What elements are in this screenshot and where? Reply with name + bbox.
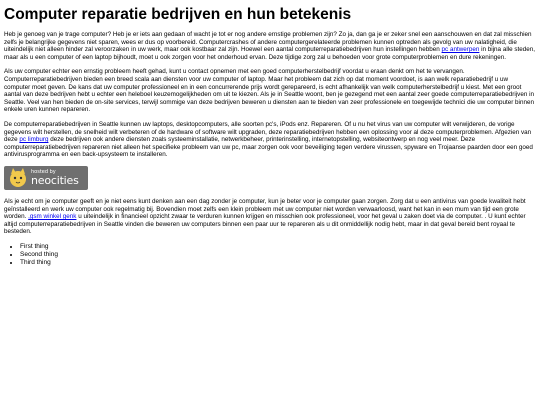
paragraph-repair-companies: [4, 68, 536, 114]
bullet-list: [4, 243, 536, 267]
page-title: Computer reparatie bedrijven en hun betekenis: [4, 6, 352, 23]
link-pc-antwerpen[interactable]: pc antwerpen: [441, 46, 480, 54]
link-pc-limburg[interactable]: pc limburg: [19, 136, 49, 144]
paragraph-care: [4, 198, 536, 236]
paragraph-text: in bijna alle steden, maar als u een computer of een laptop bijhoudt, moet u ook zorgen voor het onderhoud ervan. Deze tijdige zorg zal u behoeden voor grote computerproblemen en dure rekeningen.: [4, 46, 536, 61]
paragraph-text: Als uw computer echter een ernstig probleem heeft gehad, kunt u contact opnemen met een goed computerherstelbedrijf voordat u eraan denkt om het te vervangen. Computerreparatiebedrijven bieden een breed scala aan diensten voor uw computer of laptop. Maar het probleem dat zich op dat moment voordoet, is aan welk reparatiebedrijf u uw computer moet geven. De kans dat uw computer professioneel en in een concurrerende prijs wordt gerepareerd, is echt afhankelijk van welk computerherstelbedrijf u kiest. Met een groot aantal van deze bedrijven hebt u echter een heleboel keuzemogelijkheden om uit te kiezen. Als je in Seattle woont, ben je gezegend met een aantal zeer goede computerreparatiebedrijven in Seattle. Veel van hen bieden de on-site services, terwijl sommige van deze bedrijven beweren u diensten aan te bieden van zeer professionele en toegewijde technici die uw computer binnen enkele uren kunnen repareren.: [4, 68, 534, 114]
paragraph-text: De computerreparatiebedrijven in Seattle kunnen uw laptops, desktopcomputers, alle soorten pc's, iPods enz. Repareren. Of u nu het virus van uw computer wilt verwijderen, de vorige gegevens wilt herstellen, de snelheid wilt verbeteren of de hardware of software wilt upgraden, deze reparatiebedrijven hebben een oplossing voor al deze computerproblemen. Afgezien van deze: [4, 120, 532, 144]
paragraph-text: Heb je genoeg van je trage computer? Heb je er iets aan gedaan of wacht je tot er nog andere ernstige problemen zijn? Zo ja, dan ga je er zeker snel een aanschouwen en dat zal misschien zelfs je belangrijke gegevens niet sparen, wees er dus op voorbereid. Computercrashes of andere computergerelateerde problemen kunnen optreden als gevolg van uw nalatigheid, die uiteindelijk niet alleen hinder zal veroorzaken in uw werk, maar ook kostbaar zal zijn. Hoewel een aantal computerreparatiebedrijven hun instellingen hebben: [4, 31, 532, 54]
paragraph-text: Als je echt om je computer geeft en je niet eens kunt denken aan een dag zonder je computer, kun je beter voor je computer gaan zorgen. Zorg dat u een antivirus van goede kwaliteit hebt geïnstalleerd en werk uw computer ook regelmatig bij. Bovendien moet zelfs een klein probleem met uw computer niet worden verwaarloosd, want het kan in een mum van tijd een grote worden.: [4, 197, 526, 221]
badge-hosted-label: hosted by: [31, 168, 56, 175]
link-gsm-winkel-genk[interactable]: ,gsm winkel genk: [28, 213, 77, 221]
list-item: • First thing: [20, 243, 536, 251]
paragraph-text: u uiteindelijk in financieel opzicht zwaar te verduren kunnen krijgen en misschien ook professioneel, voor het geval u zaken doet via de computer. . U kunt echter altijd computerreparatiebedrijven in Seattle vinden die beweren uw computers binnen een paar uur te repareren als u dit onmiddellijk nodig hebt, maar in dat geval bereid bent royaal te besteden.: [4, 213, 526, 236]
neocities-badge[interactable]: [4, 166, 88, 190]
paragraph-services: [4, 121, 536, 159]
neocities-cat-icon: [7, 168, 29, 188]
badge-brand-label: neocities: [31, 173, 79, 187]
list-item: • Second thing: [20, 251, 536, 259]
paragraph-text: deze bedrijven ook andere diensten zoals systeeminstallatie, netwerkbeheer, printerinstelling, internetopstelling, websiteontwerp en nog veel meer. Deze computerreparatiebedrijven repareren niet alleen het specifieke probleem van uw pc, maar zorgen ook voor beveiliging tegen verdere virussen, spyware en Trojaanse paarden door een goed antivirusprogramma en een back-upsysteem te installeren.: [4, 136, 533, 159]
list-item: • Third thing: [20, 259, 536, 267]
paragraph-intro: [4, 31, 536, 61]
